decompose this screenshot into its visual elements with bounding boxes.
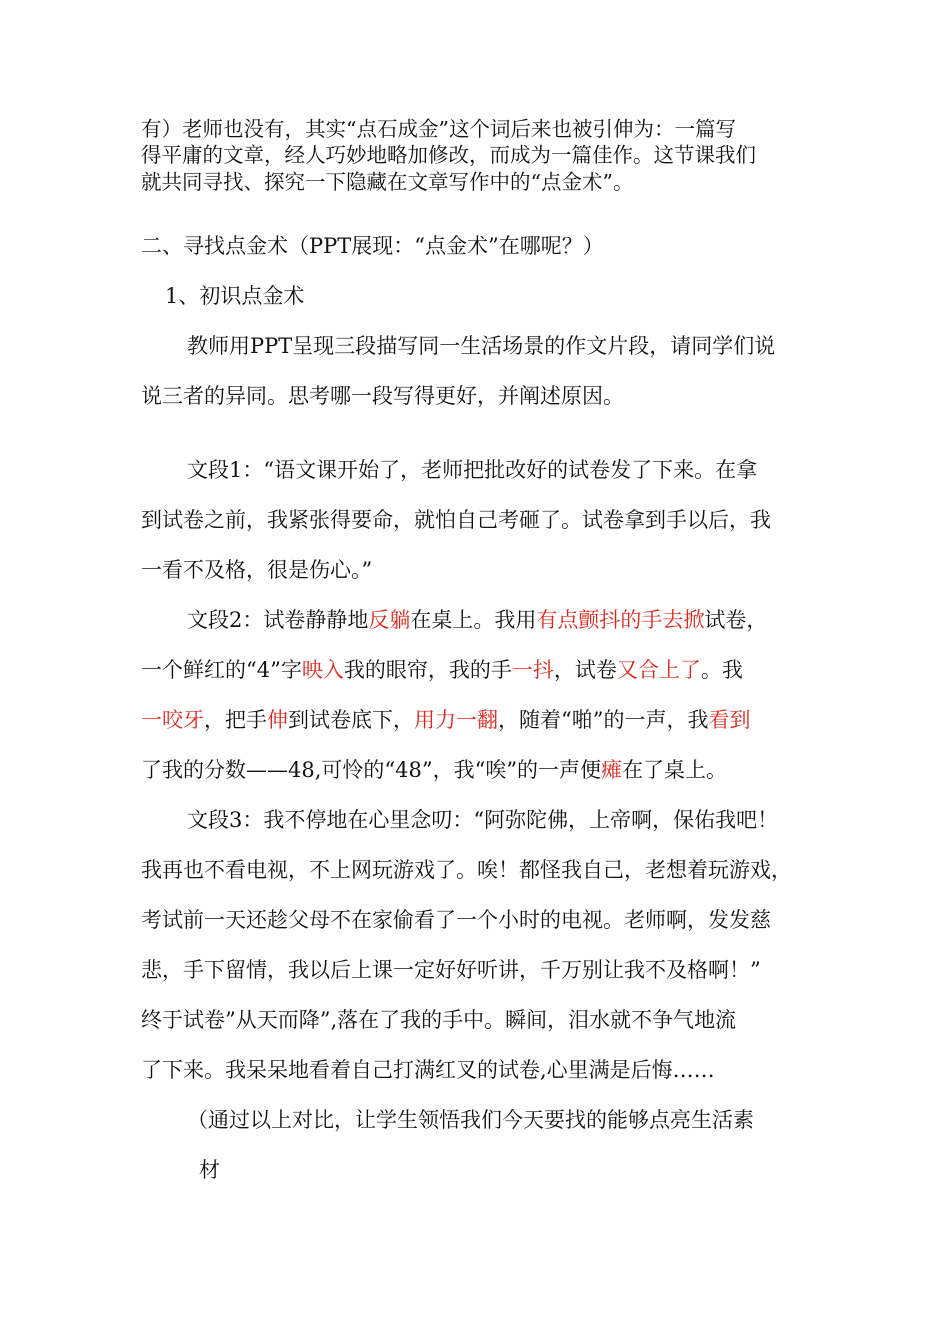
- para2-text: 到试卷底下，: [288, 708, 414, 732]
- para3-line-4: 悲，手下留情，我以后上课一定好好听讲，千万别让我不及格啊！”: [141, 958, 761, 982]
- para2-text: ，随着“啪”的一声，我: [498, 708, 709, 732]
- para2-highlight: 一咬牙: [141, 708, 204, 732]
- para2-highlight: 看到: [708, 708, 751, 732]
- para2-highlight: 反躺: [368, 608, 411, 632]
- para2-line-4: [141, 756, 727, 784]
- para2-text: 一个鲜红的“4”字: [141, 658, 302, 682]
- para2-text: 试卷，: [704, 608, 768, 632]
- para2-highlight: 有点颤抖的手去掀: [536, 608, 705, 632]
- para1-line-1: 文段1：“语文课开始了，老师把批改好的试卷发了下来。在拿: [187, 458, 758, 482]
- para2-highlight: 映入: [301, 658, 344, 682]
- para2-text: ，把手: [204, 708, 267, 732]
- subsection-heading: 1、初识点金术: [165, 284, 305, 308]
- para2-text: 文段2：试卷静静地: [187, 608, 369, 632]
- para2-line-1: [187, 606, 767, 634]
- para1-line-2: 到试卷之前，我紧张得要命，就怕自己考砸了。试卷拿到手以后，我: [141, 508, 771, 532]
- section-heading: 二、寻找点金术（PPT展现：“点金术”在哪呢？）: [141, 234, 604, 258]
- para2-text: 。我: [700, 658, 743, 682]
- para2-highlight: 又合上了: [616, 658, 701, 682]
- note-line-2: 材: [199, 1158, 220, 1182]
- para2-text: ，试卷: [553, 658, 617, 682]
- para2-highlight: 一抖: [511, 658, 554, 682]
- para2-line-2: [141, 656, 743, 684]
- teacher-text-line-2: 说三者的异同。思考哪一段写得更好，并阐述原因。: [141, 384, 624, 408]
- para1-line-3: 一看不及格，很是伤心。”: [141, 558, 373, 582]
- para3-line-5: 终于试卷”从天而降”,落在了我的手中。瞬间，泪水就不争气地流: [141, 1008, 737, 1032]
- intro-line-3: 就共同寻找、探究一下隐藏在文章写作中的“点金术”。: [141, 170, 634, 194]
- intro-line-2: 得平庸的文章，经人巧妙地略加修改，而成为一篇佳作。这节课我们: [141, 143, 756, 167]
- para2-text: 在桌上。我用: [410, 608, 537, 632]
- para2-highlight: 瘫: [601, 758, 623, 782]
- para2-text: 我的眼帘，我的手: [343, 658, 512, 682]
- para3-line-6: 了下来。我呆呆地看着自己打满红叉的试卷,心里满是后悔……: [141, 1058, 715, 1082]
- para2-text: 在了桌上。: [622, 758, 728, 782]
- para3-line-1: 文段3：我不停地在心里念叨：“阿弥陀佛，上帝啊，保佑我吧！: [187, 808, 779, 832]
- para3-line-2: 我再也不看电视，不上网玩游戏了。唉！都怪我自己，老想着玩游戏，: [141, 858, 792, 882]
- para2-line-3: [141, 706, 750, 734]
- para3-line-3: 考试前一天还趁父母不在家偷看了一个小时的电视。老师啊，发发慈: [141, 908, 771, 932]
- teacher-text-line-1: 教师用PPT呈现三段描写同一生活场景的作文片段，请同学们说: [187, 334, 776, 358]
- note-line-1: （通过以上对比，让学生领悟我们今天要找的能够点亮生活素: [187, 1108, 754, 1132]
- para2-highlight: 伸: [267, 708, 288, 732]
- para2-text: 了我的分数——48,可怜的“48”，我“唉”的一声便: [141, 758, 602, 782]
- intro-line-1: 有）老师也没有，其实“点石成金”这个词后来也被引伸为：一篇写: [141, 117, 736, 141]
- para2-highlight: 用力一翻: [414, 708, 498, 732]
